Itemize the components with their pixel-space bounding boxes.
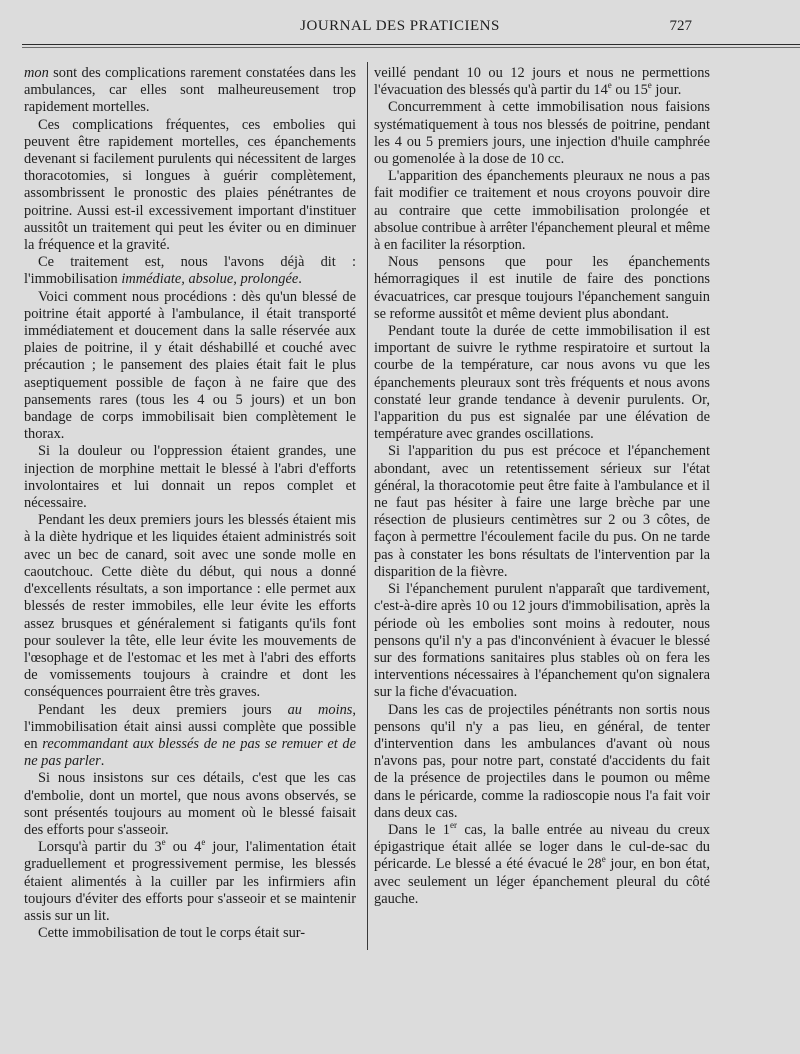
superscript: e bbox=[607, 80, 612, 91]
header-rule-secondary bbox=[22, 47, 800, 48]
text-segment: Lorsqu'à partir du 3 bbox=[38, 839, 162, 856]
paragraph: Si nous insistons sur ces détails, c'est que les cas d'embolie, dont un mortel, que nous avons observés, se sont présentés toujours au moment où le blessé faisait des efforts pour s'asseoir. bbox=[24, 770, 356, 838]
column-divider bbox=[367, 62, 368, 950]
paragraph: Si la douleur ou l'oppression étaient grandes, une injection de morphine mettait le blessé à l'abri d'efforts involontaires et lui donnait un repos complet et nécessaire. bbox=[24, 443, 356, 512]
paragraph bbox=[24, 839, 356, 925]
text-segment: jour. bbox=[651, 82, 682, 99]
superscript: er bbox=[449, 820, 457, 831]
text-segment: . bbox=[100, 753, 105, 770]
italic-text: immédiate, absolue, prolongée bbox=[121, 271, 299, 288]
superscript: e bbox=[161, 837, 166, 848]
page-header bbox=[0, 14, 800, 38]
text-segment: ou 4 bbox=[165, 839, 202, 856]
italic-text: recommandant aux blessés de ne pas se remuer et de ne pas parler bbox=[24, 735, 356, 770]
paragraph bbox=[374, 65, 710, 99]
paragraph: Voici comment nous procédions : dès qu'un blessé de poitrine était apporté à l'ambulance, il était transporté immédiatement et doucement dans la salle réservée aux plaies de poitrine, il y était déshabillé et couché avec précaution ; le pansement des plaies était fait le plus aseptiquement possible de façon à ne faire que des pansements rares (tous les 4 ou 5 jours) et un bon bandage de corps immobilisait bien complètement le thorax. bbox=[24, 288, 356, 443]
italic-text: mon bbox=[24, 65, 49, 81]
superscript: e bbox=[201, 837, 206, 848]
text-segment: Ce traitement est, nous l'avons déjà dit : l'immobilisation bbox=[24, 254, 356, 288]
paragraph: Si l'épanchement purulent n'apparaît que tardivement, c'est-à-dire après 10 ou 12 jours d'immobilisation, après la période où les embolies sont moins à redouter, nous pensons qu'il n'y a pas d'inconvénient à évacuer le blessé sur des formations sanitaires plus stables où on fera les interventions nécessaires à l'épanchement qu'on signalera sur la fiche d'évacuation. bbox=[374, 581, 710, 701]
text-segment: jour, en bon état, avec seulement un léger épanchement pleural du côté gauche. bbox=[374, 856, 710, 907]
left-column bbox=[24, 65, 356, 942]
superscript: e bbox=[647, 80, 652, 91]
superscript: e bbox=[601, 854, 606, 865]
paragraph: Pendant les deux premiers jours les blessés étaient mis à la diète hydrique et les liquides étaient administrés soit avec un bec de canard, soit avec une sonde molle en caoutchouc. Cette diète du début, qui nous a donné d'excellents résultats, a son importance : elle permet aux blessés de rester immobiles, elle leur évite les efforts assez brusques et généralement si fatigants qu'ils font pour soulever la tête, elle leur évite les mouvements de l'œsophage et de l'estomac et les met à l'abri des efforts de vomissements toujours à craindre et dont les conséquences pourraient être très graves. bbox=[24, 512, 356, 701]
header-rule bbox=[22, 44, 800, 45]
text-segment: sont des complications rarement constatées dans les ambulances, car elles sont malheureusement trop rapidement mortelles. bbox=[24, 65, 356, 116]
journal-title: JOURNAL DES PRATICIENS bbox=[300, 18, 500, 34]
text-segment: ou 15 bbox=[611, 82, 648, 99]
paragraph: Nous pensons que pour les épanchements hémorragiques il est inutile de faire des ponctions évacuatrices, car presque toujours l'épanchement sanguin se reforme aussitôt et même devient plus abondant. bbox=[374, 254, 710, 322]
paragraph: Concurremment à cette immobilisation nous faisions systématiquement à tous nos blessés de poitrine, pendant les 4 ou 5 premiers jours, une injection d'huile camphrée ou gomenolée à la dose de 10 cc. bbox=[374, 99, 710, 168]
page-number: 727 bbox=[669, 18, 692, 34]
text-segment: , l'immobilisation était ainsi aussi complète que possible en bbox=[24, 701, 357, 752]
right-column bbox=[374, 65, 710, 908]
text-segment: cas, la balle entrée au niveau du creux épigastrique était allée se loger dans le cul-de-sac du péricarde. Le blessé a été évacué le 28 bbox=[374, 821, 711, 873]
paragraph bbox=[374, 822, 710, 908]
text-segment: Dans le 1 bbox=[388, 821, 450, 838]
paragraph bbox=[24, 65, 356, 117]
paragraph bbox=[24, 702, 356, 771]
italic-text: au moins bbox=[287, 701, 353, 718]
paragraph: Si l'apparition du pus est précoce et l'épanchement abondant, avec un retentissement sérieux sur l'état général, la thoracotomie peut être faite à l'ambulance et il ne faut pas hésiter à faire une large brèche par une résection de plusieurs centimètres sur 2 ou 3 côtes, de façon à permettre l'écoulement facile du pus. On ne tarde pas à constater les bons résultats de l'intervention par la disparition de la fièvre. bbox=[374, 443, 710, 580]
paragraph: Pendant toute la durée de cette immobilisation il est important de suivre le rythme respiratoire et surtout la courbe de la température, car nous avons vu que les épanchements pleuraux sont très fréquents et nous avons constaté leur grande tendance à devenir purulents. Or, l'apparition du pus est signalée par une élévation de température avec grandes oscillations. bbox=[374, 323, 710, 443]
text-segment: Pendant les deux premiers jours bbox=[38, 701, 288, 718]
text-segment: veillé pendant 10 ou 12 jours et nous ne permettions l'évacuation des blessés qu'à partir du 14 bbox=[374, 65, 710, 99]
paragraph: Ces complications fréquentes, ces embolies qui peuvent être rapidement mortelles, ces épanchements devenant si facilement purulents qui nécessitent de larges thoracotomies, si longues à guérir complètement, assombrissent le pronostic des plaies pénétrantes de poitrine. Aussi est-il excessivement important d'instituer aussitôt un traitement qui peut les éviter ou en diminuer la fréquence et la gravité. bbox=[24, 116, 356, 254]
text-segment: jour, l'alimentation était graduellement et progressivement permise, les blessés étaient alimentés à la cuiller par les infirmiers afin toujours d'éviter des efforts pour s'asseoir et se maintenir assis sur un lit. bbox=[24, 839, 356, 924]
paragraph bbox=[24, 254, 356, 288]
paragraph: L'apparition des épanchements pleuraux ne nous a pas fait modifier ce traitement et nous croyons pouvoir dire au contraire que cette immobilisation prolongée et absolue contribue à arrêter l'épanchement pleural et même à en faciliter la résorption. bbox=[374, 168, 710, 254]
paragraph: Dans les cas de projectiles pénétrants non sortis nous pensons qu'il n'y a pas lieu, en général, de tenter d'intervention dans les ambulances d'avant où nous n'avons pas, pour notre part, constaté d'accidents du fait de la présence de projectiles dans le poumon ou même dans le péricarde, comme la radioscopie nous l'a fait voir dans deux cas. bbox=[374, 701, 710, 821]
text-segment: . bbox=[298, 271, 302, 288]
paragraph: Cette immobilisation de tout le corps était sur- bbox=[38, 925, 306, 942]
